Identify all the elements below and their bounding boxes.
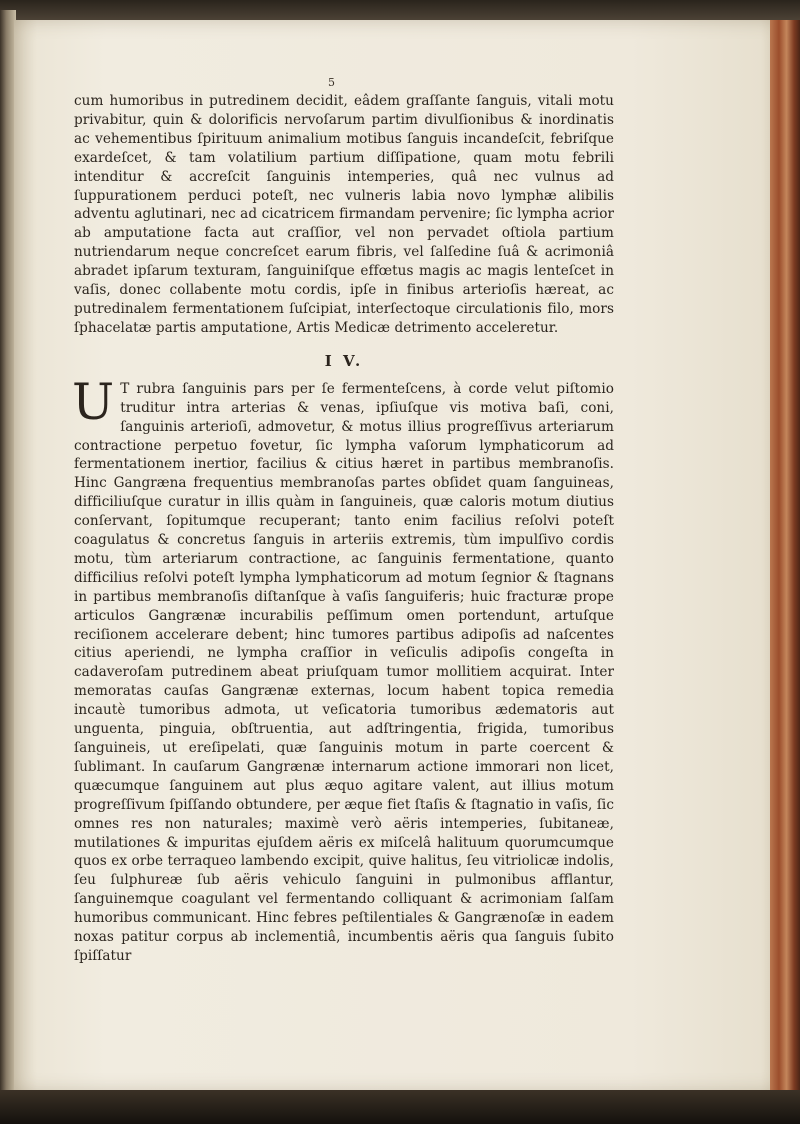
fore-edge xyxy=(770,20,800,1100)
paragraph-body: T rubra ſanguinis pars per ſe fermenteſcens, à corde velut piſtomio truditur intra arterias & venas, ipſiuſque vis motiva baſi, coni, ſanguinis arterioſi, admovetur, & motus illius progreſſivus arteriarum contractione perpetuo fovetur, ſic lympha vaſorum lymphaticorum ad fermentationem inertior, facilius & citius hæret in partibus membranoſis. Hinc Gangræna frequentius membranoſas partes obſidet quam ſanguineas, difficiliuſque curatur in illis quàm in ſanguineis, quæ caloris motum diutius conſervant, ſopitumque recuperant; tanto enim facilius reſolvi poteſt coagulatus & concretus ſanguis in arteriis extremis, tùm impulſivo cordis motu, tùm arteriarum contractione, ac ſanguinis fermentatione, quanto difficilius reſolvi poteſt lympha lymphaticorum ad motum ſegnior & ſtagnans in partibus membranoſis diſtanſque à vaſis ſanguiferis; huic fracturæ prope articulos Gangrænæ incurabilis peſſimum omen portendunt, artuſque reciſionem accelerare debent; hinc tumores partibus adipoſis ad naſcentes citius aperiendi, ne lympha craſſior in veſiculis adipoſis congeſta in cadaveroſam putredinem abeat priuſquam tumor mollitiem acquirat. Inter memoratas cauſas Gangrænæ externas, locum habent topica remedia incautè tumoribus admota, ut veſicatoria tumoribus ædematoris aut unguenta, pinguia, obſtruentia, aut adſtringentia, frigida, tumoribus ſanguineis, ut ereſipelati, quæ ſanguinis motum in parte coercent & ſublimant. In cauſarum Gangrænæ internarum actione immorari non licet, quæcumque ſanguinem aut plus æquo agitare valent, aut illius motum progreſſivum ſpiſſando obtundere, per æque fiet ſtaſis & ſtagnatio in vaſis, ſic omnes res non naturales; maximè verò aëris intemperies, ſubitaneæ, mutilationes & impuritas ejuſdem aëris ex miſcelâ halituum quorumcumque quos ex orbe terraqueo lambendo excipit, quive halitus, ſeu vitriolicæ indolis, ſeu ſulphureæ ſub aëris vehiculo ſanguini in pulmonibus afflantur, ſanguinemque coagulant vel fermentando colliquant & acrimoniam ſalſam humoribus communicant. Hinc febres peſtilentiales & Gangrænoſæ in eadem noxas patitur corpus ab inclementiâ, incumbentis aëris qua ſanguis ſubito ſpiſſatur xyxy=(74,380,614,964)
page-text xyxy=(74,92,614,966)
paragraph-section-four xyxy=(72,372,614,966)
bottom-shadow xyxy=(0,1090,800,1124)
signature-mark: 5 xyxy=(328,76,335,89)
paragraph-continuation: cum humoribus in putredinem decidit, eâdem graſſante ſanguis, vitali motu privabitur, quin & dolorificis nervoſarum partim divulſionibus & inordinatis ac vehementibus ſpirituum animalium motibus ſanguis incandeſcit, febriſque exardeſcet, & tam volatilium partium diſſipatione, quam motu febrili intenditur & accreſcit ſanguinis intemperies, quâ nec vulnus ad ſuppurationem perduci poteſt, nec vulneris labia novo lymphæ alibilis adventu aglutinari, nec ad cicatricem firmandam pervenire; ſic lympha acrior ab amputatione facta aut craſſior, vel non pervadet oſtiola partium nutriendarum neque concreſcet earum fibris, vel ſalſedine ſuâ & acrimoniâ abradet ipſarum texturam, ſanguiniſque effœtus magis ac magis lenteſcet in vaſis, donec collabente motu cordis, ipſe in finibus arterioſis hæreat, ac putredinalem fermentationem ſuſcipiat, interſectoque circulationis filo, mors ſphacelatæ partis amputatione, Artis Medicæ detrimento acceleretur. xyxy=(74,93,614,336)
section-heading: I V. xyxy=(324,351,364,370)
drop-cap: U xyxy=(72,372,115,431)
